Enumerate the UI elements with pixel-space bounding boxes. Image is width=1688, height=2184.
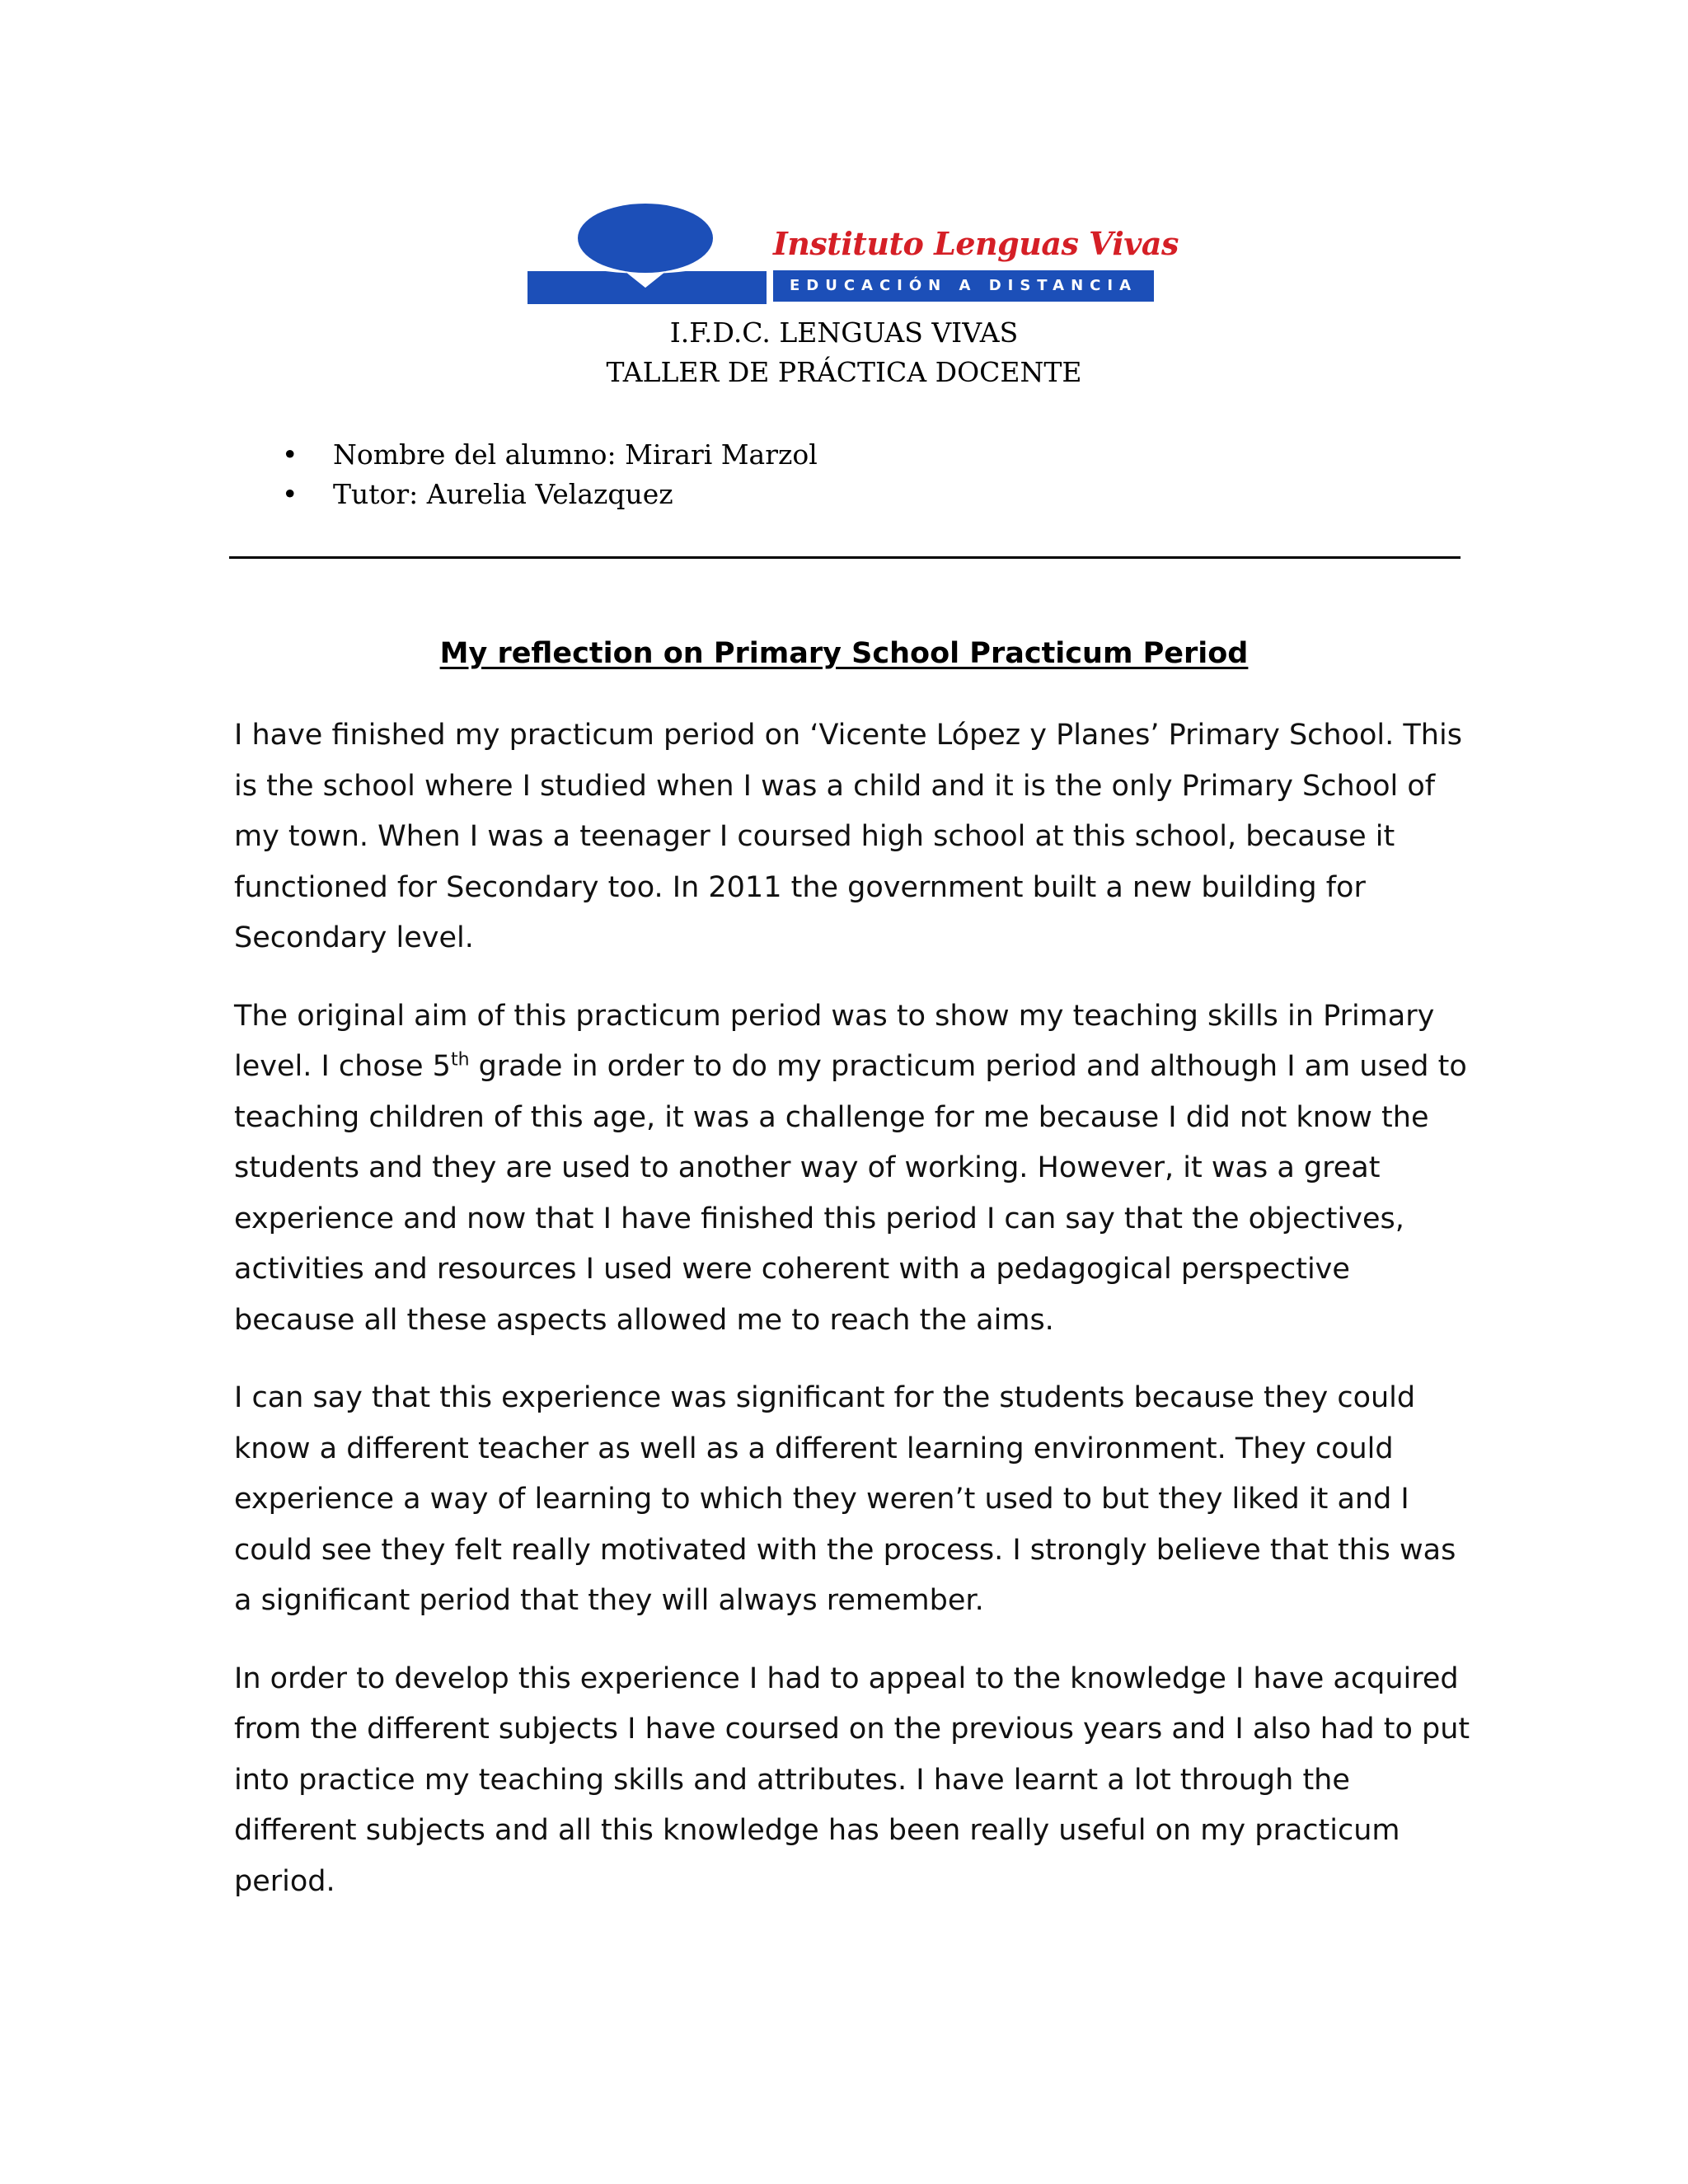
paragraph-text: grade in order to do my practicum period and although I am used to teaching children of this age, it was a challenge for me because I did not know the students and they are used to another way of working. However, it was a great experience and now that I have finished this period I can say that the objectives, activities and resources I used were coherent with a pedagogical perspective because all these aspects allowed me to reach the aims. [234, 1050, 1467, 1337]
student-info-list [280, 435, 818, 514]
institution-name: I.F.D.C. LENGUAS VIVAS [669, 316, 1019, 349]
paragraph: I have finished my practicum period on ‘Vicente López y Planes’ Primary School. This is the school where I studied when I was a child and it is the only Primary School of my town. When I was a teenager I coursed high school at this school, because it functioned for Secondary too. In 2011 the government built a new building for Secondary level. [234, 719, 1462, 954]
list-item [280, 475, 818, 514]
tutor-name: Tutor: Aurelia Velazquez [333, 478, 673, 510]
bullet-icon: • [282, 478, 298, 510]
horizontal-divider [229, 556, 1461, 559]
paragraph [234, 991, 1470, 1347]
bullet-icon: • [282, 438, 298, 471]
logo-wordmark: Instituto Lenguas Vivas [773, 225, 1179, 262]
student-name: Nombre del alumno: Mirari Marzol [333, 438, 818, 471]
institute-logo [528, 202, 1179, 309]
logo-tagline: EDUCACIÓN A DISTANCIA [773, 270, 1154, 302]
book-with-globe-icon [528, 202, 767, 309]
course-name: TALLER DE PRÁCTICA DOCENTE [606, 356, 1082, 388]
list-item [280, 435, 818, 475]
paragraph-text: The original aim of this practicum period was to show my teaching skills in Primary level. I chose 5 [234, 999, 1435, 1083]
paragraph: I can say that this experience was significant for the students because they could know a different teacher as well as a different learning environment. They could experience a way of learning to which they weren’t used to but they liked it and I could see they felt really motivated with the process. I strongly believe that this was a significant period that they will always remember. [234, 1381, 1456, 1617]
paragraph: In order to develop this experience I had to appeal to the knowledge I have acquired from the different subjects I have coursed on the previous years and I also had to put into practice my teaching skills and attributes. I have learnt a lot through the different subjects and all this knowledge has been really useful on my practicum period. [234, 1661, 1470, 1898]
institution-header [0, 313, 1688, 392]
document-title: My reflection on Primary School Practicum Period [439, 637, 1249, 670]
document-body [234, 710, 1470, 1934]
ordinal-suffix: th [450, 1049, 470, 1071]
